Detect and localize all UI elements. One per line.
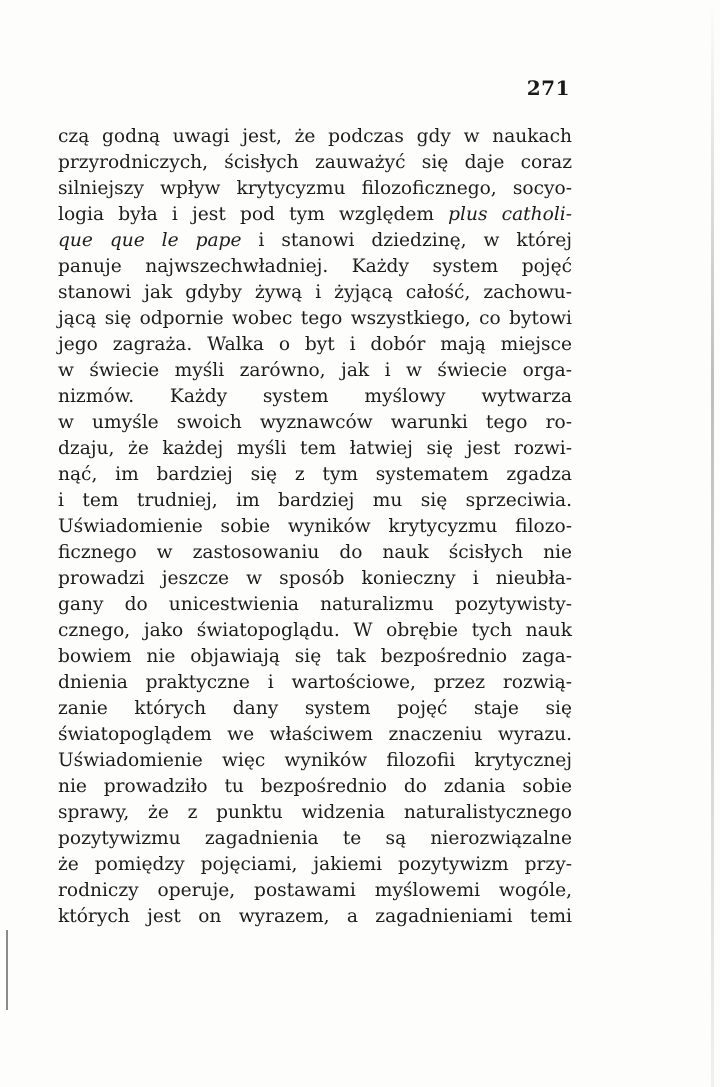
text-line: silniejszy wpływ krytycyzmu filozoficznego, socyo- bbox=[58, 178, 572, 199]
text-line: i tem trudniej, im bardziej mu się sprzeciwia. bbox=[58, 490, 572, 511]
text-line: gany do unicestwienia naturalizmu pozytywisty- bbox=[58, 594, 572, 615]
page-number: 271 bbox=[526, 76, 570, 100]
text-line: rodniczy operuje, postawami myślowemi wogóle, bbox=[58, 880, 572, 901]
text-line: cznego, jako światopoglądu. W obrębie tych nauk bbox=[58, 620, 572, 641]
italic-phrase: que que le pape bbox=[58, 230, 242, 251]
text-line: przyrodniczych, ścisłych zauważyć się daje coraz bbox=[58, 152, 572, 173]
italic-phrase: plus catholi- bbox=[448, 204, 572, 225]
text-line: dzaju, że każdej myśli tem łatwiej się jest rozwi- bbox=[58, 438, 572, 459]
scan-edge-mark bbox=[6, 930, 8, 1010]
text-line: jącą się odpornie wobec tego wszystkiego, co bytowi bbox=[58, 308, 572, 329]
scan-edge-shadow bbox=[711, 0, 714, 1087]
text-line: w świecie myśli zarówno, jak i w świecie orga- bbox=[58, 360, 572, 381]
text-line: zanie których dany system pojęć staje się bbox=[58, 698, 572, 719]
text-line: bowiem nie objawiają się tak bezpośrednio zaga- bbox=[58, 646, 572, 667]
text-line: których jest on wyrazem, a zagadnieniami temi bbox=[58, 906, 572, 927]
text-line: nąć, im bardziej się z tym systematem zgadza bbox=[58, 464, 572, 485]
text-line: że pomiędzy pojęciami, jakiemi pozytywizm przy- bbox=[58, 854, 572, 875]
text-line: Uświadomienie więc wyników filozofii krytycznej bbox=[58, 750, 572, 771]
text-line: dnienia praktyczne i wartościowe, przez rozwią- bbox=[58, 672, 572, 693]
text-line: panuje najwszechwładniej. Każdy system pojęć bbox=[58, 256, 572, 277]
text-line: światopoglądem we właściwem znaczeniu wyrazu. bbox=[58, 724, 572, 745]
text-line: ficznego w zastosowaniu do nauk ścisłych nie bbox=[58, 542, 572, 563]
text-line: Uświadomienie sobie wyników krytycyzmu filozo- bbox=[58, 516, 572, 537]
text-line: pozytywizmu zagadnienia te są nierozwiązalne bbox=[58, 828, 572, 849]
text-line: que que le pape i stanowi dziedzinę, w której bbox=[58, 230, 572, 251]
text-line: logia była i jest pod tym względem plus catholi- bbox=[58, 204, 572, 225]
text-line: nizmów. Każdy system myślowy wytwarza bbox=[58, 386, 572, 407]
text-line: nie prowadziło tu bezpośrednio do zdania sobie bbox=[58, 776, 572, 797]
text-line: stanowi jak gdyby żywą i żyjącą całość, zachowu- bbox=[58, 282, 572, 303]
text-line: w umyśle swoich wyznawców warunki tego ro- bbox=[58, 412, 572, 433]
text-line: prowadzi jeszcze w sposób konieczny i nieubła- bbox=[58, 568, 572, 589]
text-line: sprawy, że z punktu widzenia naturalistycznego bbox=[58, 802, 572, 823]
text-line: czą godną uwagi jest, że podczas gdy w naukach bbox=[58, 126, 572, 147]
body-text bbox=[58, 124, 572, 930]
text-line: jego zagraża. Walka o byt i dobór mają miejsce bbox=[58, 334, 572, 355]
